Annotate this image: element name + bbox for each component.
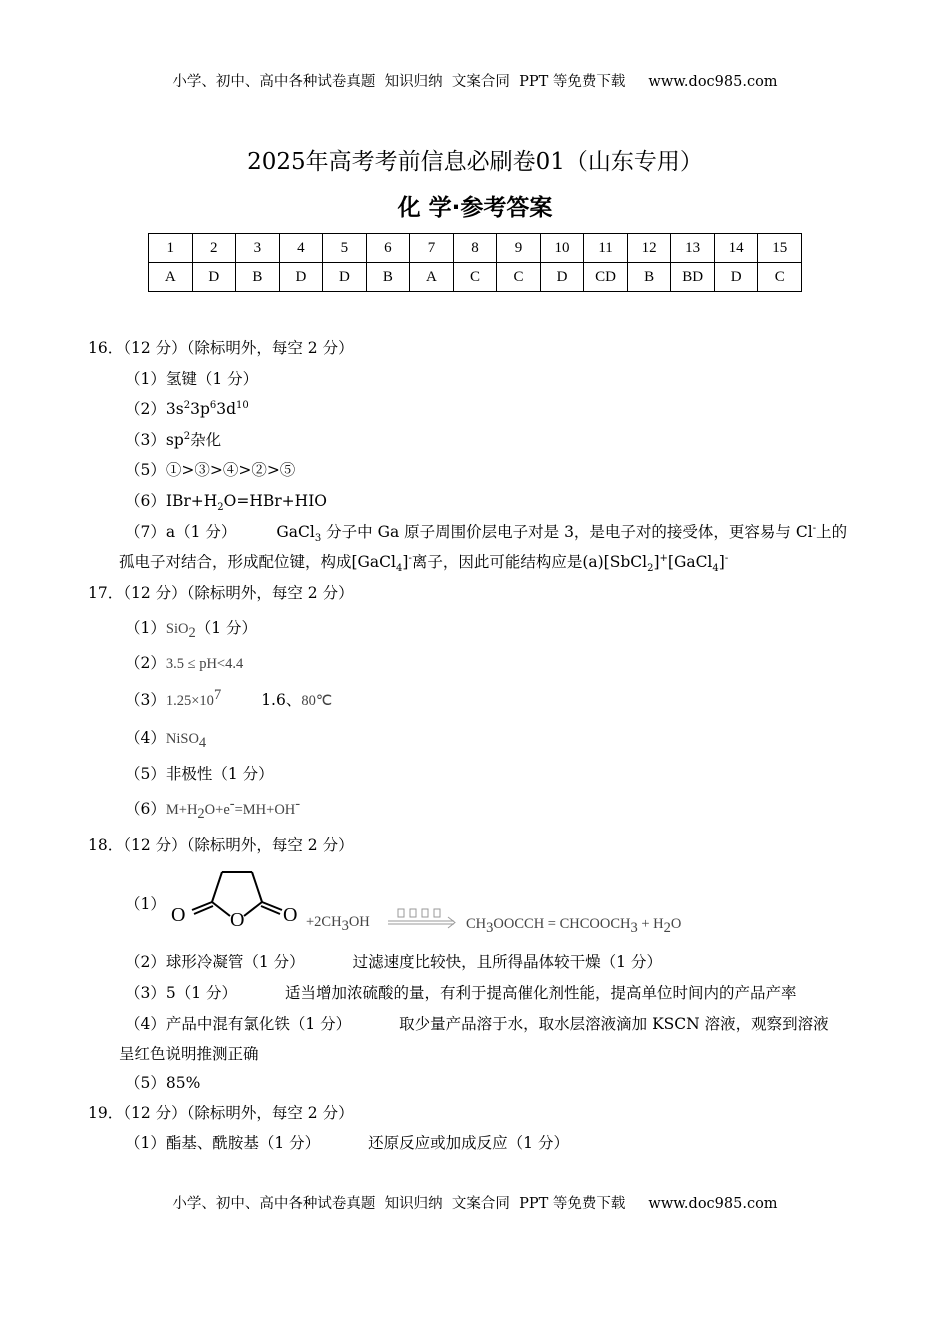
question-number-cell: 11	[584, 234, 628, 263]
q17-heading: 17．（12 分）（除标明外，每空 2 分）	[88, 584, 354, 602]
question-number-cell: 12	[627, 234, 671, 263]
answer-cell: C	[453, 263, 497, 292]
q16-answer-1: （1）氢键（1 分）	[125, 370, 259, 388]
q17-answer-3: $(3)1.25\times 10^7$ 1.6、80℃	[125, 686, 333, 709]
answer-cell: BD	[671, 263, 715, 292]
page-subtitle: 化 学·参考答案	[397, 195, 553, 221]
q16-answer-7-cont: 孤电子对结合，形成配位键，构成[GaCl$_4$]-离子，因此可能结构应是(a)[SbCl$_2$]+[GaCl$_4$]-	[119, 552, 729, 575]
question-number-cell: 3	[236, 234, 280, 263]
svg-text:O: O	[171, 904, 186, 926]
q18-answer-4: （4）产品中混有氯化铁（1 分） 取少量产品溶于水，取水层溶液滴加 KSCN 溶液，观察到溶液	[125, 1015, 829, 1033]
q18-reaction-product: $CH_3OOCCH$ = $CHCOOCH_3 + H_2O$	[466, 916, 682, 937]
q19-answer-1: （1）酯基、酰胺基（1 分） 还原反应或加成反应（1 分）	[125, 1134, 569, 1152]
answer-cell: B	[627, 263, 671, 292]
answer-cell: CD	[584, 263, 628, 292]
q17-answer-1: （1）SiO$_2$（1 分）	[125, 619, 257, 642]
q18-answer-5: （5）85%	[125, 1074, 201, 1092]
q16-answer-3: $(3)sp^2$杂化	[125, 430, 222, 449]
question-number-cell: 15	[758, 234, 802, 263]
question-number-cell: 6	[366, 234, 410, 263]
page-footer: 小学、初中、高中各种试卷真题 知识归纳 文案合同 PPT 等免费下载 www.doc985.com	[172, 1196, 778, 1212]
answer-cell: D	[279, 263, 323, 292]
maleic-anhydride-structure	[160, 866, 310, 936]
answer-cell: D	[323, 263, 367, 292]
question-number-cell: 4	[279, 234, 323, 263]
question-number-cell: 9	[497, 234, 541, 263]
q18-reaction-reagent: $+2CH_3OH$	[306, 914, 370, 935]
answer-cell: D	[192, 263, 236, 292]
q17-answer-6: $(6)M+H_2O+e^-=MH+OH^-$	[125, 795, 301, 823]
q17-answer-4: （4）NiSO$_4$	[125, 729, 207, 752]
answer-table-number-row	[149, 234, 802, 263]
answer-cell: D	[540, 263, 584, 292]
svg-text:O: O	[230, 909, 245, 931]
question-number-cell: 1	[149, 234, 193, 263]
answer-cell: A	[410, 263, 454, 292]
q18-answer-4-cont: 呈红色说明推测正确	[119, 1045, 259, 1063]
q16-answer-6: $(6)IBr+H_2O=HBr+HIO$	[125, 492, 328, 514]
q19-heading: 19．（12 分）（除标明外，每空 2 分）	[88, 1104, 354, 1122]
q16-heading: 16．（12 分）（除标明外，每空 2 分）	[88, 339, 354, 357]
q18-heading: 18．（12 分）（除标明外，每空 2 分）	[88, 836, 354, 854]
question-number-cell: 5	[323, 234, 367, 263]
page-title: 2025年高考考前信息必刷卷01（山东专用）	[247, 149, 703, 175]
svg-text:O: O	[283, 904, 298, 926]
q18-answer-3: （3）5（1 分） 适当增加浓硫酸的量，有利于提高催化剂性能，提高单位时间内的产品产率	[125, 984, 797, 1002]
q16-answer-5: （5）①>③>④>②>⑤	[125, 461, 296, 479]
answer-table	[148, 233, 802, 292]
question-number-cell: 13	[671, 234, 715, 263]
q17-answer-2: （2）3.5 ≤ pH<4.4	[125, 654, 244, 672]
answer-cell: B	[236, 263, 280, 292]
question-number-cell: 2	[192, 234, 236, 263]
q17-answer-5: （5）非极性（1 分）	[125, 765, 274, 783]
page-header: 小学、初中、高中各种试卷真题 知识归纳 文案合同 PPT 等免费下载 www.doc985.com	[172, 74, 778, 90]
answer-cell: C	[497, 263, 541, 292]
question-number-cell: 10	[540, 234, 584, 263]
question-number-cell: 14	[714, 234, 758, 263]
q18-answer-1-label: （1）	[125, 895, 166, 913]
question-number-cell: 8	[453, 234, 497, 263]
reaction-arrow-icon	[384, 905, 460, 935]
answer-cell: C	[758, 263, 802, 292]
question-number-cell: 7	[410, 234, 454, 263]
answer-cell: A	[149, 263, 193, 292]
q18-answer-2: （2）球形冷凝管（1 分） 过滤速度比较快，且所得晶体较干燥（1 分）	[125, 953, 662, 971]
answer-cell: D	[714, 263, 758, 292]
answer-table-answer-row	[149, 263, 802, 292]
q16-answer-2: $(2)3s^23p^63d^{10}$	[125, 399, 249, 418]
answer-cell: B	[366, 263, 410, 292]
q16-answer-7: （7）a（1 分） GaCl$_3$ 分子中 Ga 原子周围价层电子对是 3，是电子对的接受体，更容易与 Cl-上的	[125, 522, 848, 545]
